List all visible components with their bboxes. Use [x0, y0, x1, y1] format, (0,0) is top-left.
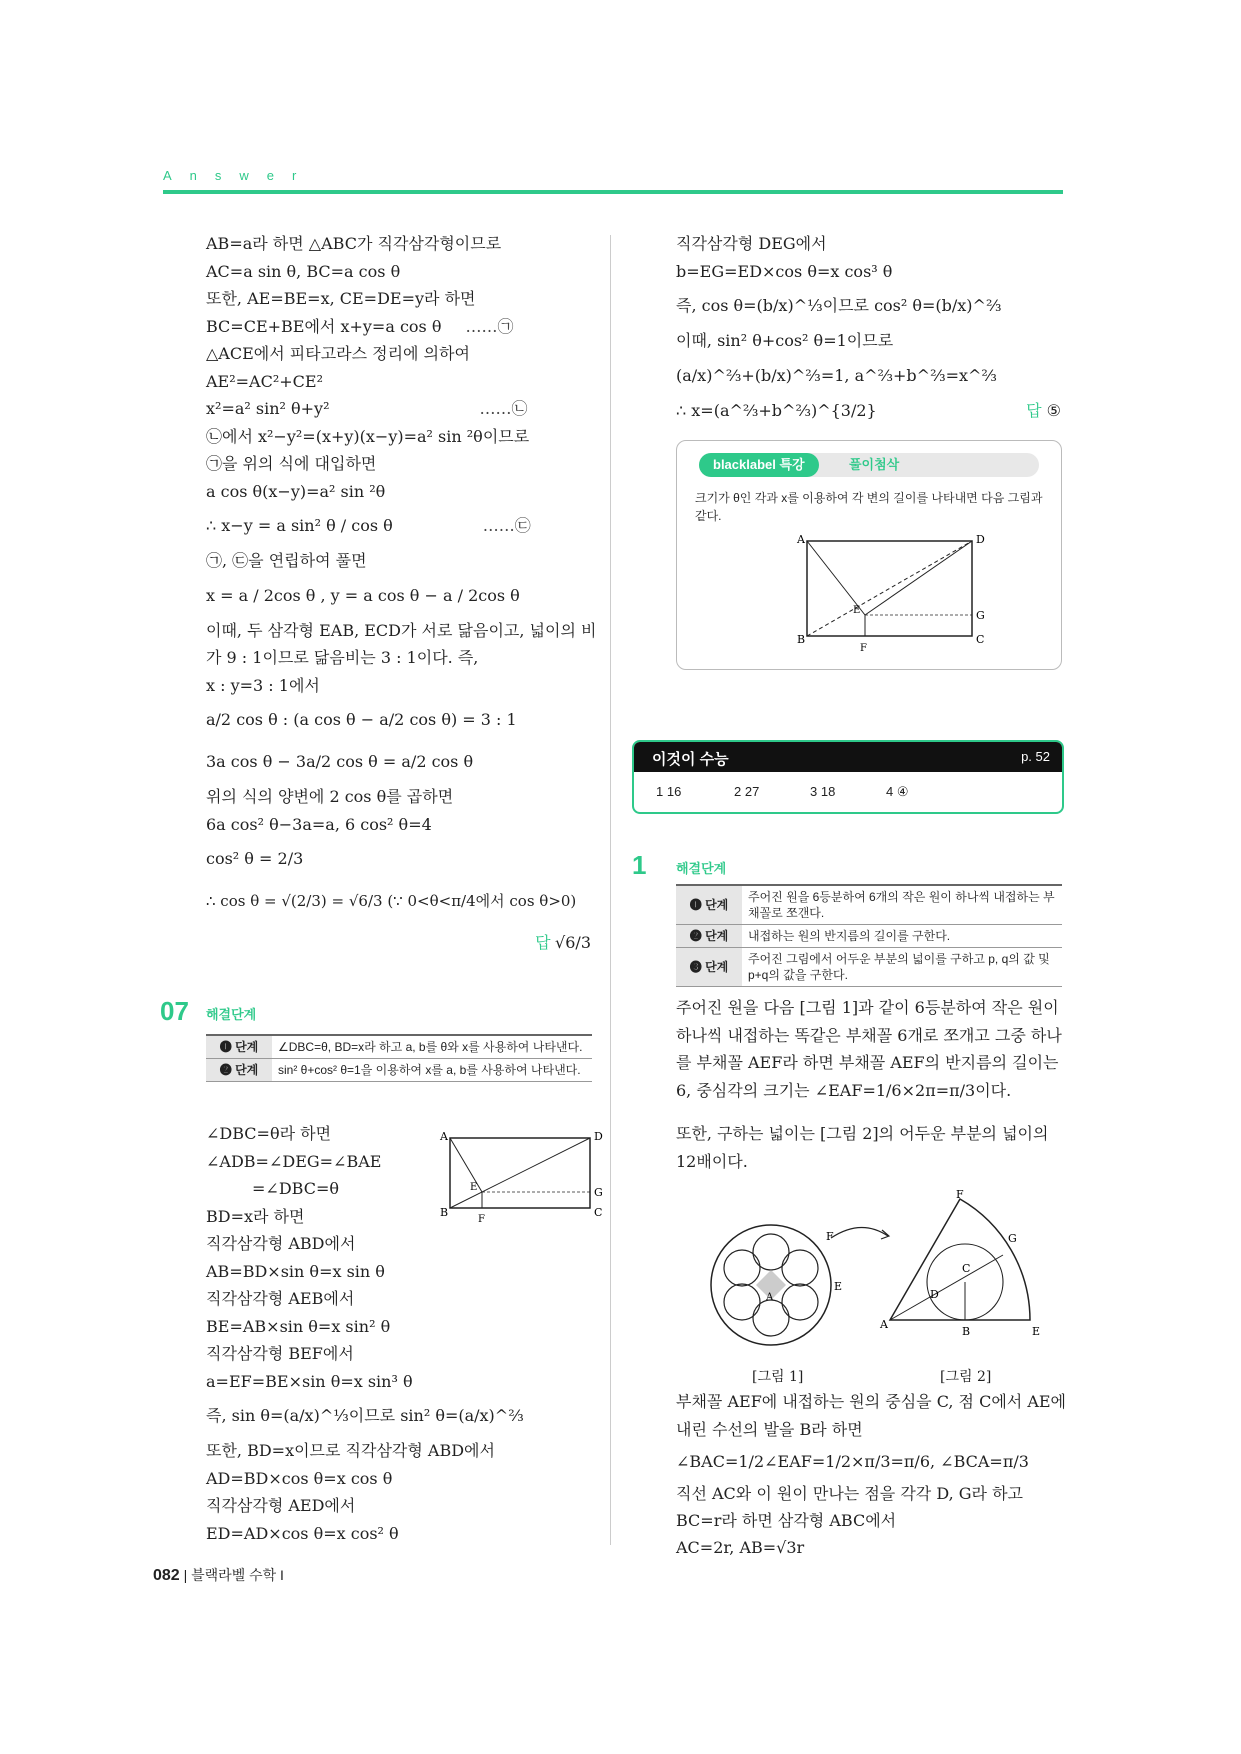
svg-text:D: D: [930, 1288, 939, 1301]
answer-06: 답 √6/3: [535, 933, 591, 952]
header-rule: [163, 190, 1063, 194]
solution-line: x : y=3 : 1에서: [206, 675, 320, 695]
svg-text:E: E: [853, 605, 861, 616]
tip-figure: [747, 529, 1007, 659]
svg-text:A: A: [440, 1130, 448, 1143]
svg-text:C: C: [962, 1262, 971, 1275]
svg-text:D: D: [594, 1130, 603, 1143]
solution-line: 또한, BD=x이므로 직각삼각형 ABD에서: [206, 1441, 495, 1460]
equation-mark: ……㉡: [479, 399, 528, 418]
suneung-page: p. 52: [1021, 749, 1050, 764]
svg-text:A: A: [797, 533, 805, 546]
solution-line: x²=a² sin² θ+y² ……㉡: [206, 395, 591, 423]
solution-line: ∴ x−y = a sin² θ / cos θ ……㉢: [206, 505, 591, 547]
answer-07-value: ⑤: [1046, 400, 1061, 420]
solution-line: ㉠, ㉢을 연립하여 풀면: [206, 551, 367, 570]
sec1-paragraph-1: 주어진 원을 다음 [그림 1]과 같이 6등분하여 작은 원이 하나씩 내접하는 똑같은 부채꼴 6개로 쪼개고 그중 하나를 부채꼴 AEF라 하면 부채꼴 AEF의 반지름의 길이는 6, 중심각의 크기는 ∠EAF=1/6×2π=π/3이다.: [676, 998, 1062, 1100]
solution-line: ∠DBC=θ라 하면: [206, 1124, 332, 1143]
tip-subtitle: 풀이첨삭: [849, 457, 900, 472]
step-row: [206, 1059, 592, 1082]
sec1-line-3: BC=r라 하면 삼각형 ABC에서: [676, 1511, 897, 1530]
sec1-line-1: ∠BAC=1/2∠EAF=1/2×π/3=π/6, ∠BCA=π/3: [676, 1452, 1029, 1471]
svg-text:G: G: [976, 609, 985, 622]
svg-text:E: E: [470, 1182, 478, 1193]
suneung-box: [632, 740, 1064, 814]
rectangle-figure-07: [430, 1128, 603, 1228]
suneung-answer: 4 ④: [886, 784, 909, 799]
solution-line: ∠ADB=∠DEG=∠BAE: [206, 1151, 382, 1171]
suneung-answer: 2 27: [734, 784, 760, 799]
step-text: 내접하는 원의 반지름의 길이를 구한다.: [742, 925, 1062, 948]
solution-line: ∴ cos θ = √(2/3) = √6/3 (∵ 0<θ<π/4에서 cos θ>0): [206, 892, 577, 910]
sec1-line-2: 직선 AC와 이 원이 만나는 점을 각각 D, G라 하고: [676, 1484, 1023, 1503]
sec1-line-4: AC=2r, AB=√3r: [676, 1538, 805, 1557]
figure-caption-2: [그림 2]: [940, 1369, 992, 1385]
svg-text:A: A: [880, 1318, 888, 1331]
solution-line: ㉠을 위의 식에 대입하면: [206, 454, 377, 473]
solution-steps-tag: 해결단계: [206, 1007, 257, 1022]
header-label: Answer: [163, 168, 315, 183]
problem-number-07: 07: [160, 996, 189, 1026]
step-text: ∠DBC=θ, BD=x라 하고 a, b를 θ와 x를 사용하여 나타낸다.: [272, 1035, 592, 1059]
solution-line: 즉, cos θ=(b/x)^⅓이므로 cos² θ=(b/x)^⅔: [676, 296, 1002, 315]
tip-box: [676, 440, 1062, 670]
solution-line: 가 9 : 1이므로 닮음비는 3 : 1이다. 즉,: [206, 648, 479, 667]
step-label: ❶ 단계: [206, 1035, 272, 1059]
solution-line: AB=a라 하면 △ABC가 직각삼각형이므로: [206, 234, 502, 253]
sec1-paragraph-2: 또한, 구하는 넓이는 [그림 2]의 어두운 부분의 넓이의 12배이다.: [676, 1124, 1049, 1171]
answer-07-label: 답: [1026, 402, 1042, 420]
column-divider: [610, 235, 611, 1545]
solution-line: ∴ x=(a^⅔+b^⅔)^{3/2} 답 ⑤: [676, 400, 1061, 420]
svg-text:E: E: [834, 1280, 843, 1293]
solution-line: BE=AB×sin θ=x sin² θ: [206, 1316, 391, 1336]
suneung-answer: 3 18: [810, 784, 836, 799]
svg-text:G: G: [594, 1186, 603, 1199]
step-row: [676, 885, 1062, 925]
step-label: ❷ 단계: [206, 1059, 272, 1082]
step-label: ❷ 단계: [676, 925, 742, 948]
svg-text:A: A: [766, 1292, 774, 1303]
tip-badge: blacklabel 특강: [699, 453, 819, 477]
step-row: [206, 1035, 592, 1059]
solution-line: 직각삼각형 DEG에서: [676, 234, 827, 253]
tip-header: [699, 453, 1039, 477]
solution-line: a/2 cos θ : (a cos θ − a/2 cos θ) = 3 : 1: [206, 710, 517, 729]
solution-line: AE²=AC²+CE²: [206, 371, 324, 391]
solution-line: a=EF=BE×sin θ=x sin³ θ: [206, 1371, 413, 1391]
solution-line: 직각삼각형 AED에서: [206, 1496, 356, 1515]
svg-text:F: F: [478, 1214, 485, 1225]
solution-line: 3a cos θ − 3a/2 cos θ = a/2 cos θ: [206, 752, 474, 771]
page-number: 082: [153, 1567, 180, 1584]
solution-line: cos² θ = 2/3: [206, 849, 304, 868]
svg-text:B: B: [962, 1325, 971, 1338]
solution-line: AD=BD×cos θ=x cos θ: [206, 1468, 393, 1488]
solution-line: 직각삼각형 ABD에서: [206, 1234, 356, 1253]
solution-line: 또한, AE=BE=x, CE=DE=y라 하면: [206, 289, 476, 308]
solution-line: a cos θ(x−y)=a² sin ²θ: [206, 481, 386, 501]
svg-text:B: B: [797, 633, 806, 646]
svg-text:D: D: [976, 533, 985, 546]
solution-line: ㉡에서 x²−y²=(x+y)(x−y)=a² sin ²θ이므로: [206, 426, 530, 446]
suneung-title: 이것이 수능: [652, 751, 729, 768]
solution-line: b=EG=ED×cos θ=x cos³ θ: [676, 261, 893, 281]
step-row: [676, 925, 1062, 948]
equation-mark: ……㉠: [465, 316, 514, 336]
solution-line: (a/x)^⅔+(b/x)^⅔=1, a^⅔+b^⅔=x^⅔: [676, 365, 997, 385]
solution-line: 직각삼각형 AEB에서: [206, 1289, 355, 1308]
svg-text:B: B: [440, 1206, 449, 1219]
steps-table-1: [676, 884, 1062, 987]
left-column: [206, 230, 597, 964]
suneung-header: [634, 742, 1062, 772]
solution-line: 직각삼각형 BEF에서: [206, 1344, 354, 1363]
footer: 082 | 블랙라벨 수학 I: [153, 1567, 284, 1584]
sector-figure-2: [880, 1190, 1050, 1340]
solution-line: 위의 식의 양변에 2 cos θ를 곱하면: [206, 787, 454, 806]
solution-line: AB=BD×sin θ=x sin θ: [206, 1261, 385, 1281]
solution-line: BD=x라 하면: [206, 1206, 305, 1226]
solution-steps-tag: 해결단계: [676, 861, 727, 876]
svg-text:G: G: [1008, 1232, 1017, 1245]
circle-figure-1: [706, 1210, 846, 1360]
book-title: 블랙라벨 수학 I: [191, 1567, 284, 1583]
step-row: [676, 948, 1062, 987]
solution-line: BC=CE+BE에서 x+y=a cos θ ……㉠: [206, 313, 591, 341]
svg-text:F: F: [826, 1230, 834, 1243]
right-column: [676, 230, 1061, 425]
step-label: ❶ 단계: [676, 885, 742, 925]
svg-text:E: E: [1032, 1325, 1041, 1338]
problem-number-1: 1: [632, 850, 647, 880]
step-text: sin² θ+cos² θ=1을 이용하여 x를 a, b를 사용하여 나타낸다.: [272, 1059, 592, 1082]
solution-line: 6a cos² θ−3a=a, 6 cos² θ=4: [206, 814, 432, 834]
equation-mark: ……㉢: [482, 516, 531, 535]
svg-text:F: F: [956, 1188, 964, 1201]
svg-text:C: C: [976, 633, 985, 646]
step-text: 주어진 그림에서 어두운 부분의 넓이를 구하고 p, q의 값 및 p+q의 값을 구한다.: [742, 948, 1062, 987]
solution-line: 이때, 두 삼각형 EAB, ECD가 서로 닮음이고, 넓이의 비: [206, 620, 597, 640]
suneung-answer: 1 16: [656, 784, 682, 799]
step-text: 주어진 원을 6등분하여 6개의 작은 원이 하나씩 내접하는 부채꼴로 쪼갠다.: [742, 885, 1062, 925]
figure-caption-1: [그림 1]: [752, 1369, 804, 1385]
solution-line: =∠DBC=θ: [252, 1179, 339, 1198]
svg-text:F: F: [860, 643, 867, 654]
solution-line: x = a / 2cos θ , y = a cos θ − a / 2cos θ: [206, 585, 520, 605]
solution-line: 이때, sin² θ+cos² θ=1이므로: [676, 331, 894, 350]
solution-line: ED=AD×cos θ=x cos² θ: [206, 1523, 399, 1543]
step-label: ❸ 단계: [676, 948, 742, 987]
sec1-paragraph-3: 부채꼴 AEF에 내접하는 원의 중심을 C, 점 C에서 AE에 내린 수선의 발을 B라 하면: [676, 1392, 1067, 1439]
solution-line: △ACE에서 피타고라스 정리에 의하여: [206, 344, 470, 363]
steps-table-07: [206, 1034, 592, 1082]
solution-line: AC=a sin θ, BC=a cos θ: [206, 261, 401, 281]
tip-text: 크기가 θ인 각과 x를 이용하여 각 변의 길이를 나타내면 다음 그림과 같다.: [695, 491, 1043, 523]
svg-text:C: C: [594, 1206, 603, 1219]
solution-line: 즉, sin θ=(a/x)^⅓이므로 sin² θ=(a/x)^⅔: [206, 1406, 524, 1425]
